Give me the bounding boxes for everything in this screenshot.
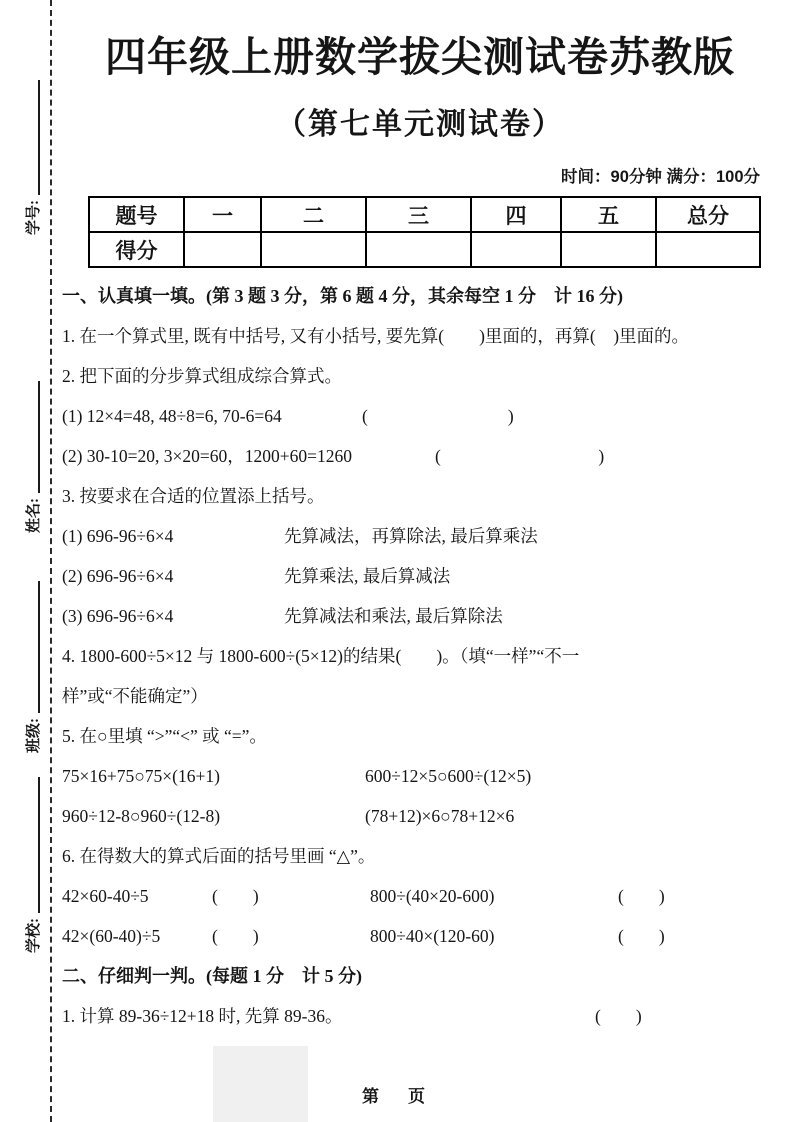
margin-blank-class bbox=[21, 565, 43, 753]
page-subtitle: （第七单元测试卷） bbox=[276, 108, 564, 141]
score-table-header-row bbox=[89, 197, 760, 232]
q5-row2-left-comparison: 960÷12-8○960÷(12-8) bbox=[62, 806, 221, 826]
school-label: 学校: bbox=[25, 918, 42, 953]
class-write-line bbox=[24, 581, 40, 713]
q6-row1-left-blank: ( ) bbox=[212, 886, 259, 906]
q3-item3-expression: (3) 696-96÷6×4 bbox=[62, 606, 174, 626]
s2-q1-judgment-blank: ( ) bbox=[595, 1006, 642, 1026]
question-1: 1. 在一个算式里, 既有中括号, 又有小括号, 要先算( )里面的，再算( )里面的。 bbox=[62, 326, 690, 346]
score-cell-empty bbox=[261, 232, 366, 267]
score-cell-empty bbox=[184, 232, 261, 267]
q3-item2-expression: (2) 696-96÷6×4 bbox=[62, 566, 174, 586]
name-write-line bbox=[24, 381, 40, 493]
question-body bbox=[62, 276, 774, 1036]
score-table-score-row bbox=[89, 232, 760, 267]
question-5-intro: 5. 在○里填 “>”“<” 或 “=”。 bbox=[62, 726, 267, 746]
question-5-row2 bbox=[62, 796, 774, 836]
q3-item1-expression: (1) 696-96÷6×4 bbox=[62, 526, 174, 546]
page-footer: 第 页 bbox=[362, 1087, 431, 1106]
page-title: 四年级上册数学拔尖测试卷苏教版 bbox=[105, 34, 735, 80]
question-5-row1 bbox=[62, 756, 774, 796]
q3-item3-requirement: 先算减法和乘法, 最后算除法 bbox=[284, 606, 503, 626]
q6-row2-left-blank: ( ) bbox=[212, 926, 259, 946]
q2-item2-answer-blank: ( ) bbox=[435, 446, 605, 466]
q6-row1-right-blank: ( ) bbox=[618, 886, 665, 906]
score-table-cell-col3: 三 bbox=[366, 197, 471, 232]
question-6-intro: 6. 在得数大的算式后面的括号里画 “△”。 bbox=[62, 846, 376, 866]
score-cell-empty bbox=[561, 232, 656, 267]
s2-q1-text: 1. 计算 89-36÷12+18 时, 先算 89-36。 bbox=[62, 1006, 343, 1026]
score-table bbox=[88, 196, 761, 268]
q2-item2-expressions: (2) 30-10=20, 3×20=60，1200+60=1260 bbox=[62, 446, 352, 466]
class-label: 班级: bbox=[25, 718, 42, 753]
name-label: 姓名: bbox=[25, 498, 42, 533]
q6-row1-right-expression: 800÷(40×20-600) bbox=[370, 886, 495, 906]
student-id-write-line bbox=[24, 80, 40, 195]
q2-item1-expressions: (1) 12×4=48, 48÷8=6, 70-6=64 bbox=[62, 406, 282, 426]
score-table-cell-col5: 五 bbox=[561, 197, 656, 232]
q2-item1-answer-blank: ( ) bbox=[362, 406, 514, 426]
score-row-label: 得分 bbox=[89, 232, 184, 267]
score-table-cell-label: 题号 bbox=[89, 197, 184, 232]
q6-row2-right-expression: 800÷40×(120-60) bbox=[370, 926, 495, 946]
question-6-row1 bbox=[62, 876, 774, 916]
score-table-cell-col1: 一 bbox=[184, 197, 261, 232]
school-write-line bbox=[24, 777, 40, 913]
q6-row1-left-expression: 42×60-40÷5 bbox=[62, 886, 149, 906]
margin-blank-name bbox=[21, 365, 43, 533]
question-6-row2 bbox=[62, 916, 774, 956]
time-score-meta: 时间：90分钟 满分：100分 bbox=[561, 168, 760, 186]
score-table-cell-total: 总分 bbox=[656, 197, 760, 232]
margin-blank-school bbox=[21, 765, 43, 953]
q5-row1-left-comparison: 75×16+75○75×(16+1) bbox=[62, 766, 220, 786]
q5-row1-right-comparison: 600÷12×5○600÷(12×5) bbox=[365, 766, 532, 786]
score-cell-empty bbox=[471, 232, 561, 267]
question-2-intro: 2. 把下面的分步算式组成综合算式。 bbox=[62, 366, 342, 386]
q3-item1-requirement: 先算减法，再算除法, 最后算乘法 bbox=[284, 526, 538, 546]
score-table-cell-col2: 二 bbox=[261, 197, 366, 232]
q3-item2-requirement: 先算乘法, 最后算减法 bbox=[284, 566, 451, 586]
question-2-item2 bbox=[62, 436, 774, 476]
question-3-intro: 3. 按要求在合适的位置添上括号。 bbox=[62, 486, 325, 506]
question-2-item1 bbox=[62, 396, 774, 436]
section2-question-1 bbox=[62, 996, 774, 1036]
section1-heading: 一、认真填一填。(第 3 题 3 分，第 6 题 4 分，其余每空 1 分 计 16 分) bbox=[62, 286, 623, 306]
section2-heading: 二、仔细判一判。(每题 1 分 计 5 分) bbox=[62, 966, 362, 986]
question-3-item1 bbox=[62, 516, 774, 556]
student-id-label: 学号: bbox=[25, 200, 42, 235]
score-cell-empty bbox=[366, 232, 471, 267]
q6-row2-left-expression: 42×(60-40)÷5 bbox=[62, 926, 161, 946]
question-4-line1: 4. 1800-600÷5×12 与 1800-600÷(5×12)的结果( )。（填“一样”“不一 bbox=[62, 646, 580, 666]
question-4-line2: 样”或“不能确定”） bbox=[62, 686, 208, 706]
score-cell-empty bbox=[656, 232, 760, 267]
question-3-item3 bbox=[62, 596, 774, 636]
q6-row2-right-blank: ( ) bbox=[618, 926, 665, 946]
question-3-item2 bbox=[62, 556, 774, 596]
margin-blank-student-id bbox=[21, 65, 43, 235]
binding-dashed-line bbox=[50, 0, 52, 1122]
score-table-cell-col4: 四 bbox=[471, 197, 561, 232]
q5-row2-right-comparison: (78+12)×6○78+12×6 bbox=[365, 806, 515, 826]
